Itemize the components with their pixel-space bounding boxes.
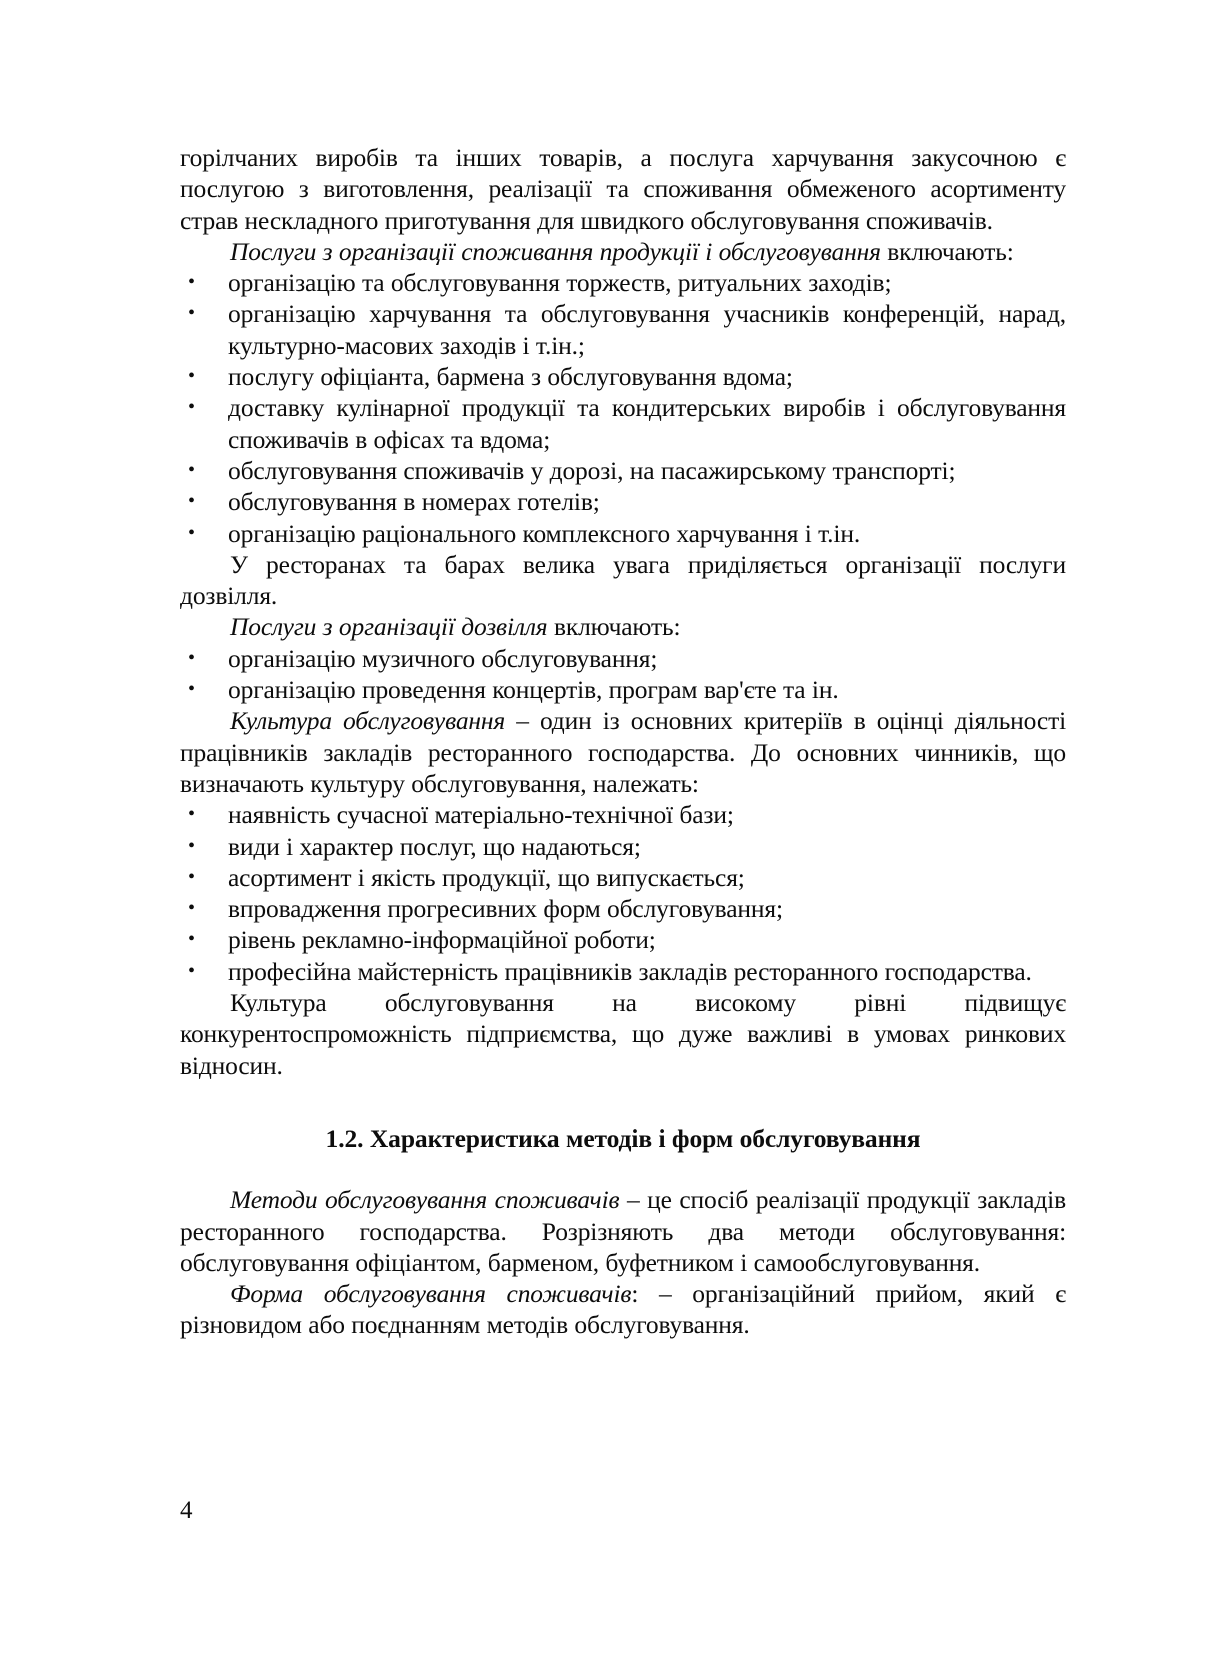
list-item-text: асортимент і якість продукції, що випускається; (228, 862, 745, 892)
bullet-icon: • (188, 521, 195, 544)
bullet-icon: • (188, 678, 195, 701)
paragraph-methods-lead (180, 1184, 1066, 1278)
list-item-text: доставку кулінарної продукції та кондитерських виробів і обслуговування споживачів в офісах та вдома; (228, 393, 1066, 454)
bullet-icon: • (188, 834, 195, 857)
list-item-text: організацію проведення концертів, програм вар'єте та ін. (228, 675, 839, 705)
bullet-icon: • (188, 928, 195, 951)
paragraph-form-lead (180, 1278, 1066, 1341)
list-item (180, 298, 1066, 361)
list-item-text: організацію та обслуговування торжеств, ритуальних заходів; (228, 268, 892, 298)
paragraph-culture-lead (180, 705, 1066, 799)
list-item (180, 392, 1066, 455)
paragraph-culture-conclusion: Культура обслуговування на високому рівні підвищує конкурентоспроможність підприємства, що дуже важливі в умовах ринкових відносин. (180, 988, 1066, 1080)
bullet-icon: • (188, 897, 195, 920)
list-item (180, 799, 1066, 830)
list-leisure (180, 643, 1066, 706)
list-item (180, 455, 1066, 486)
list-item-text: обслуговування в номерах готелів; (228, 487, 600, 517)
bullet-icon: • (188, 865, 195, 888)
page-content (180, 142, 1066, 1341)
list-item (180, 831, 1066, 862)
list-item (180, 862, 1066, 893)
list-item (180, 674, 1066, 705)
list-item (180, 486, 1066, 517)
list-item-text: види і характер послуг, що надаються; (228, 831, 641, 861)
bullet-icon: • (188, 396, 195, 419)
list-item-text: впровадження прогресивних форм обслуговування; (228, 894, 783, 924)
list-item-text: організацію раціонального комплексного харчування і т.ін. (228, 518, 861, 548)
bullet-icon: • (188, 458, 195, 481)
list-culture-factors (180, 799, 1066, 987)
list-item (180, 361, 1066, 392)
list-item-text: послугу офіціанта, бармена з обслуговування вдома; (228, 362, 793, 392)
bullet-icon: • (188, 490, 195, 513)
methods-lead-term: Методи обслуговування споживачів (230, 1185, 620, 1215)
form-lead-term: Форма обслуговування споживачів (230, 1279, 632, 1309)
paragraph-restaurants-note: У ресторанах та барах велика увага приділяється організації послуги дозвілля. (180, 549, 1066, 611)
bullet-icon: • (188, 959, 195, 982)
list-item (180, 956, 1066, 987)
list-item-text: організацію музичного обслуговування; (228, 643, 658, 673)
bullet-icon: • (188, 271, 195, 294)
form-lead-rest: : – організаційний прийом, який є різновидом або поєднанням методів обслуговування. (180, 1279, 1066, 1340)
culture-lead-term: Культура обслуговування (230, 706, 506, 736)
list-item (180, 267, 1066, 298)
bullet-icon: • (188, 302, 195, 325)
list-item-text: рівень рекламно-інформаційної роботи; (228, 925, 656, 955)
methods-lead-rest: – це спосіб реалізації продукції закладів ресторанного господарства. Розрізняють два методи обслуговування: обслуговування офіціантом, барменом, буфетником і самообслуговування. (180, 1185, 1066, 1277)
leisure-lead-rest: включають: (547, 612, 681, 642)
list-item-text: професійна майстерність працівників закладів ресторанного господарства. (228, 956, 1032, 986)
services-lead-term: Послуги з організації споживання продукції і обслуговування (230, 236, 881, 266)
paragraph-leisure-lead (180, 611, 1066, 642)
bullet-icon: • (188, 365, 195, 388)
list-item-text: обслуговування споживачів у дорозі, на пасажирському транспорті; (228, 455, 956, 485)
list-item (180, 643, 1066, 674)
paragraph-intro: горілчаних виробів та інших товарів, а послуга харчування закусочною є послугою з виготовлення, реалізації та споживання обмеженого асортименту страв нескладного приготування для швидкого обслуговування споживачів. (180, 143, 1066, 235)
list-item-text: наявність сучасної матеріально-технічної бази; (228, 800, 734, 830)
list-services (180, 267, 1066, 549)
bullet-icon: • (188, 803, 195, 826)
services-lead-rest: включають: (880, 236, 1014, 266)
bullet-icon: • (188, 646, 195, 669)
paragraph-services-lead (180, 236, 1066, 267)
culture-lead-rest: – один із основних критеріїв в оцінці діяльності працівників закладів ресторанного господарства. До основних чинників, що визначають культуру обслуговування, належать: (180, 706, 1067, 798)
list-item (180, 924, 1066, 955)
page-number: 4 (180, 1497, 193, 1524)
list-item (180, 518, 1066, 549)
section-heading-1-2: 1.2. Характеристика методів і форм обслуговування (325, 1123, 921, 1153)
list-item-text: організацію харчування та обслуговування учасників конференцій, нарад, культурно-масових заходів і т.ін.; (228, 299, 1066, 360)
leisure-lead-term: Послуги з організації дозвілля (230, 612, 548, 642)
list-item (180, 893, 1066, 924)
